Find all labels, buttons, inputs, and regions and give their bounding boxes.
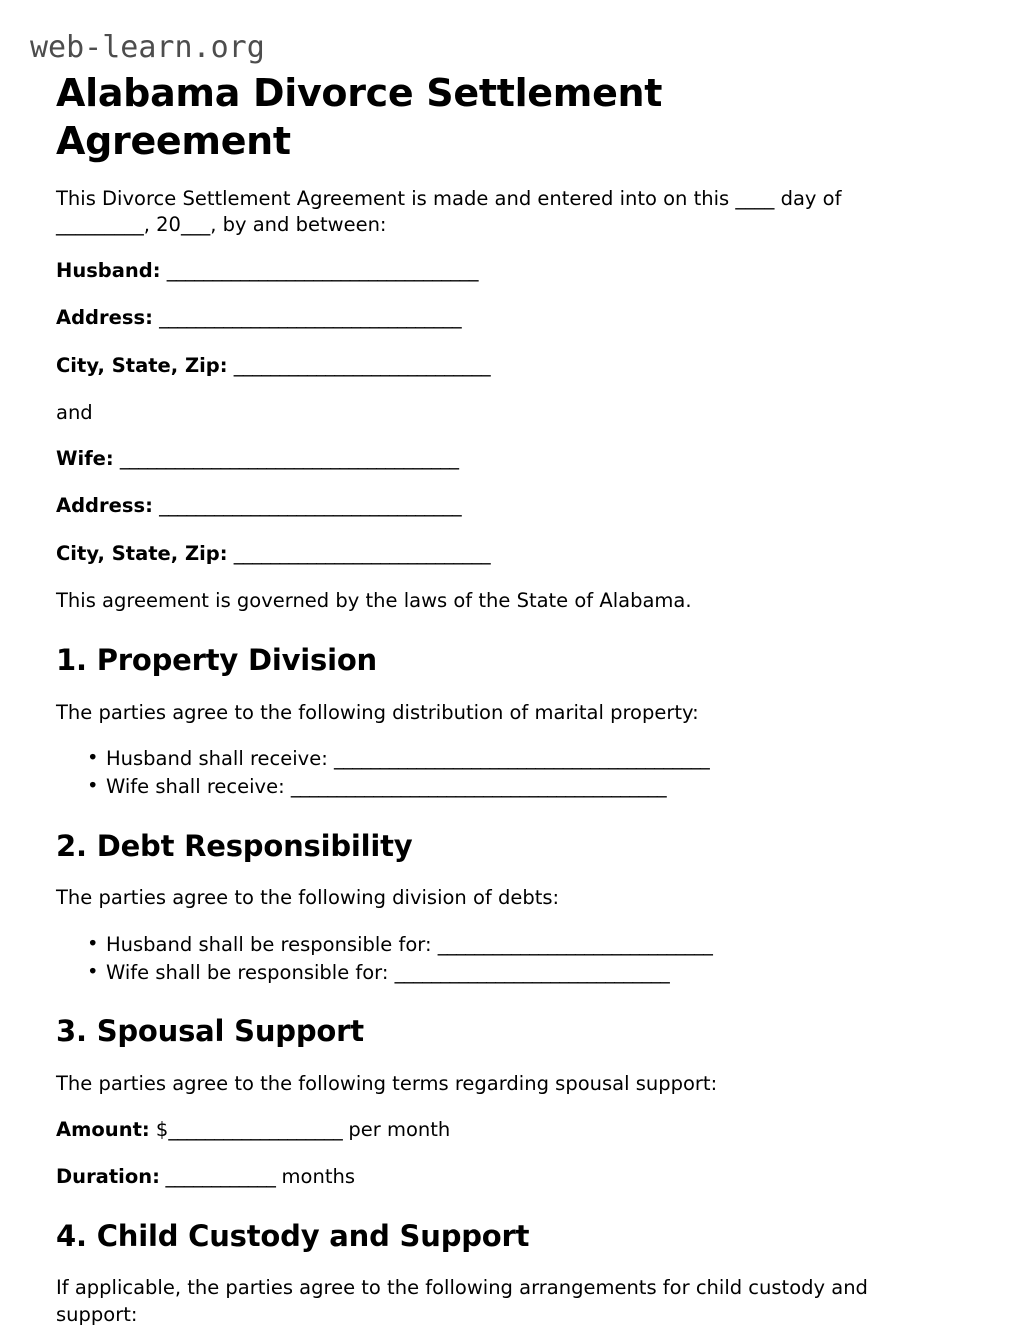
field-husband-address <box>56 305 894 332</box>
field-wife-city-state-zip <box>56 541 894 568</box>
bullet-dot-icon: • <box>87 746 99 770</box>
section-heading-spousal-support: 3. Spousal Support <box>56 1014 364 1049</box>
bullet-text: Wife shall receive: <box>106 774 285 798</box>
field-label-wife-city-state-zip: City, State, Zip: <box>56 541 228 565</box>
bullet-dot-icon: • <box>87 931 99 955</box>
section-lead-debt-responsibility: The parties agree to the following division of debts: <box>56 886 560 910</box>
list-item <box>56 745 894 773</box>
amount-currency-prefix: $ <box>155 1117 169 1141</box>
site-watermark-label: web-learn.org <box>30 30 265 65</box>
field-blank-husband-name[interactable]: __________________________________ <box>166 258 478 282</box>
list-item <box>56 959 894 987</box>
bullet-text: Husband shall be responsible for: <box>106 932 432 956</box>
field-blank-husband-city-state-zip[interactable]: ____________________________ <box>233 353 490 377</box>
bullet-text: Husband shall receive: <box>106 747 328 771</box>
section-lead-spousal-support: The parties agree to the following terms regarding spousal support: <box>56 1072 718 1096</box>
field-husband-name <box>56 258 894 285</box>
list-item <box>56 773 894 801</box>
conjunction-and: and <box>56 401 93 425</box>
bullet-text: Wife shall be responsible for: <box>106 960 389 984</box>
bullet-blank[interactable]: ______________________________ <box>437 932 713 956</box>
governing-law-paragraph: This agreement is governed by the laws of the State of Alabama. <box>56 589 692 613</box>
bullet-blank[interactable]: _________________________________________ <box>290 774 667 798</box>
section-lead-property-division: The parties agree to the following distribution of marital property: <box>56 700 699 724</box>
section-lead-child-custody-and-support: If applicable, the parties agree to the following arrangements for child custody and support: <box>56 1276 868 1326</box>
intro-paragraph: This Divorce Settlement Agreement is made and entered into on this ____ day of _________, 20___, by and between: <box>56 186 842 237</box>
page-title: Alabama Divorce Settlement Agreement <box>56 71 663 163</box>
field-husband-city-state-zip <box>56 353 894 380</box>
field-label-husband-city-state-zip: City, State, Zip: <box>56 353 228 377</box>
field-blank-amount[interactable]: ___________________ <box>168 1117 343 1141</box>
field-blank-wife-address[interactable]: _________________________________ <box>159 494 462 518</box>
field-label-wife: Wife: <box>56 446 114 470</box>
section-heading-debt-responsibility: 2. Debt Responsibility <box>56 828 413 863</box>
field-label-amount: Amount: <box>56 1117 150 1141</box>
duration-unit-suffix: months <box>275 1165 355 1189</box>
bullet-dot-icon: • <box>87 959 99 983</box>
bullet-list-property-division <box>56 745 894 800</box>
field-blank-wife-name[interactable]: _____________________________________ <box>119 446 459 470</box>
field-label-husband-address: Address: <box>56 306 153 330</box>
field-wife-name <box>56 446 894 473</box>
bullet-dot-icon: • <box>87 773 99 797</box>
list-item <box>56 931 894 959</box>
field-label-duration: Duration: <box>56 1165 160 1189</box>
field-blank-duration[interactable]: ____________ <box>159 1165 276 1189</box>
bullet-list-debt-responsibility <box>56 931 894 986</box>
field-blank-husband-address[interactable]: _________________________________ <box>159 306 462 330</box>
bullet-blank[interactable]: _________________________________________ <box>333 747 710 771</box>
document-content <box>56 70 894 1327</box>
field-label-wife-address: Address: <box>56 494 153 518</box>
field-label-husband: Husband: <box>56 258 161 282</box>
section-heading-property-division: 1. Property Division <box>56 642 377 677</box>
field-wife-address <box>56 493 894 520</box>
bullet-blank[interactable]: ______________________________ <box>394 960 670 984</box>
field-blank-wife-city-state-zip[interactable]: ____________________________ <box>233 541 490 565</box>
field-spousal-support-amount <box>56 1117 894 1144</box>
section-heading-child-custody-and-support: 4. Child Custody and Support <box>56 1218 530 1253</box>
amount-period-suffix: per month <box>342 1117 451 1141</box>
field-spousal-support-duration <box>56 1164 894 1191</box>
